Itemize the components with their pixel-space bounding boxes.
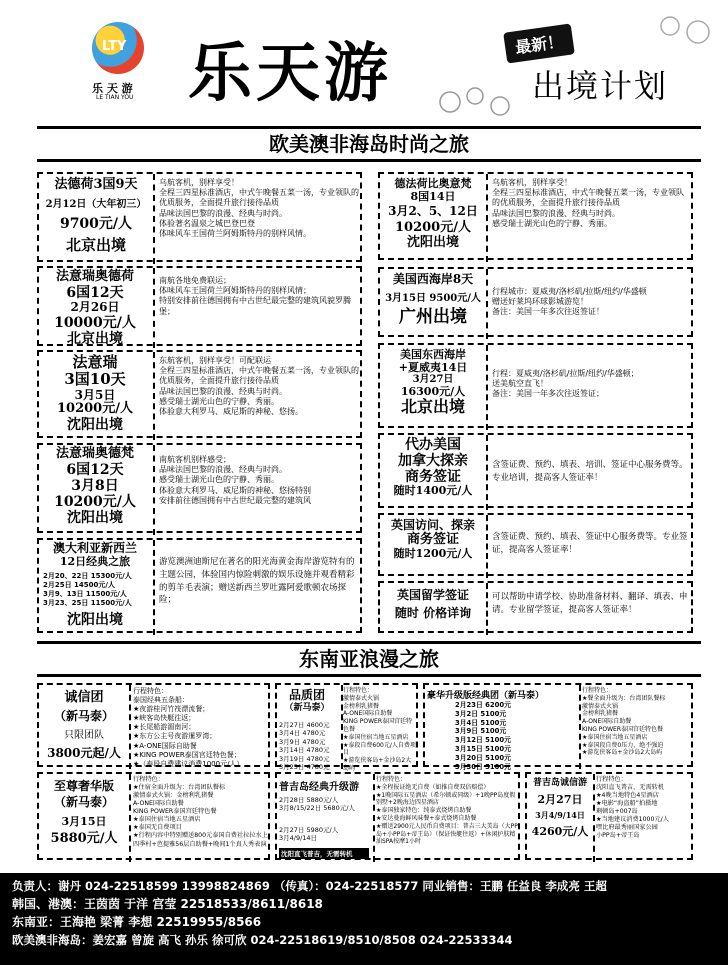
divider (153, 540, 155, 635)
price-row: 3月8/15/22日 5680元/人 (279, 804, 355, 813)
price-row: 3月2日 5100元 (455, 709, 507, 718)
tour-date: 3月15日 (61, 814, 107, 828)
tour-date: 2月27日 (537, 793, 583, 807)
divider (486, 269, 488, 339)
tour-price: 10200元/人 (395, 220, 471, 236)
price-row: 3月4日 4780元 (279, 729, 326, 738)
tour-card[interactable] (37, 350, 362, 438)
subtitle: 出境计划 (532, 67, 669, 105)
tour-date: 3月4/9/14日 (535, 809, 585, 820)
flight-note: 沈阳直飞普吉，无需转机 (279, 848, 369, 859)
price-row: 2月20、22日 15300元/人 (43, 572, 132, 580)
tour-name: 法意瑞奥德荷 (55, 269, 134, 284)
divider (579, 685, 581, 769)
tour-name: 美国西海岸8天 (392, 272, 474, 286)
tour-name: 德法荷比奥意梵 (394, 177, 472, 190)
tour-duration: 3国10天 (64, 370, 126, 389)
price-table (279, 826, 371, 843)
visa-name: 英国留学签证 (396, 588, 469, 602)
tour-price: 16300元/人 (400, 384, 466, 398)
departure-city: 北京出境 (67, 330, 123, 347)
tour-details: 游览澳洲迪斯尼在著名的阳光海黄金海岸游览特有的主题公园，体验国内惊险刺激的娱乐设施并观看精彩的剪羊毛表演；赠送新西兰罗吐露阿爱歌顿农场探险； (159, 557, 355, 606)
visa-name: 加拿大探亲 (398, 453, 468, 470)
divider (153, 268, 155, 348)
tour-date-price: 3月15日 9500元/人 (385, 292, 481, 304)
divider (593, 774, 595, 862)
logo-pinyin: LE TIAN YOU (96, 94, 134, 101)
tour-price: 10200元/人 (54, 494, 136, 511)
tour-date: 3月8日 (71, 478, 119, 495)
price-row: 3月4/9/14日 (279, 834, 318, 843)
tour-card[interactable] (525, 772, 693, 860)
contact-line: 韩国、港澳：王茵茵 于洋 宫莹 22518533/8611/8618 (12, 897, 323, 911)
tour-name: 至尊奢华版 (53, 779, 114, 793)
tour-card[interactable] (378, 172, 693, 260)
tour-card[interactable] (37, 683, 270, 767)
tour-duration: 6国12天 (66, 461, 124, 478)
section-title-text: 欧美澳非海岛时尚之旅 (269, 132, 469, 156)
tour-price: 10000元/人 (54, 314, 136, 331)
logo-icon (92, 22, 144, 74)
divider (153, 174, 155, 264)
tour-details: 行程特色： 激情泰式火锅 金榜利乳猪餐 A-ONE国际自助餐 KING POWER泰国宫廷特色餐 ★泰国住宿当地五星酒店 ★泰段自费600元/人自费项目 ★游览侠客岛+金沙岛2大岛屿 (343, 687, 416, 772)
tour-date: 2月26日 (70, 300, 120, 315)
price-row: 3月9日 4780元 (279, 737, 326, 746)
tour-price: 9700元/人 (59, 216, 133, 233)
visa-details: 含签证费、预约、填表、培训、签证中心服务费等。专业培训，提高客人签证率！ (492, 460, 688, 483)
departure-city: 沈阳出境 (67, 612, 123, 628)
tour-details: 行程特色： 沈阳直飞普吉，无需转机 ★4晚当地特色4星酒店 ★电影“海盗船”拍摄地 剩顿岛+007岛 ★当地建议消费1000元/人 嘿比府最秀丽国家公园 小PP岛+帝王岛 (596, 776, 669, 840)
divider (486, 515, 488, 578)
tour-card[interactable] (275, 772, 520, 860)
price-row: 3月30日 5100元 (455, 762, 511, 771)
visa-card[interactable] (378, 433, 693, 508)
tour-region: （新马泰） (284, 702, 330, 713)
price-row: 2月27日 5980元/人 (279, 826, 339, 834)
price-row: 2月27日 4600元 (279, 721, 330, 729)
tour-card[interactable] (378, 267, 693, 337)
tour-date: 3月2、5、12日 (388, 204, 478, 219)
price-table (279, 721, 341, 772)
tour-card[interactable] (275, 683, 418, 772)
tour-details: 南航各地免费联运； 体味风车王国荷兰阿姆斯特丹的别样风情； 特别安排前往德国拥有中古世纪最完整的建筑风貌罗腾堡； (159, 276, 351, 316)
flower-decoration (430, 82, 540, 122)
visa-details: 可以帮助申请学校、协助准备材料、翻译、填表、申请。专业留学签证，提高客人签证率！ (492, 592, 688, 615)
visa-name: 代办美国 (405, 437, 461, 453)
tour-duration: +夏威夷14日 (398, 360, 468, 374)
tour-card[interactable] (423, 683, 693, 771)
divider (129, 685, 131, 769)
tour-date: 3月5日 (74, 387, 116, 402)
tour-details: 行程特色： ★餐全面升级为：台湾团队餐标 激情泰式火锅 金榜利乳猪餐 A-ONE国际自助餐 KING POWER泰国宫廷特色餐 ★泰国住宿当地五星酒店 ★泰国段自费0压力，绝不强迫 ★游览侠客岛+金沙岛2大岛屿 (582, 687, 666, 757)
price-row: 2月25日 14500元/人 (43, 581, 115, 590)
visa-name: 英国访问、探亲 (390, 518, 475, 532)
visa-card[interactable] (378, 581, 693, 633)
divider (153, 445, 155, 535)
tour-details: 行程城市：夏威夷/洛杉矶/拉斯/纽约/华盛顿 赠送好莱坞环球影城游览！ 备注：美国一年多次往返签证！ (492, 287, 647, 317)
visa-type: 商务签证 (405, 469, 461, 486)
price-row: 3月14日 4780元 (279, 746, 330, 755)
contact-footer (0, 873, 728, 965)
tour-details: 行程特色： ★全程报证绝无自费（如推自费双倍赔偿） ★1晚国际五星酒店（希尔顿或同级）+1晚PP岛度假别墅+2晚海边四星酒店 ★泰国独家特色：纯泰式烧烤自助餐 ★安达曼海鲜风味餐+泰式烧烤自助餐 ★赠送2900元人民币自费项目：普吉三大美岛（大PP岛+小PP岛+帝王岛）（保证快艇往返）+休闲护肤精油SPA按摩1小时 (376, 776, 518, 846)
logo-text: 乐 天 游 (92, 82, 133, 95)
contact-line: 东南亚：王海艳 梁菁 李想 22519955/8566 (12, 915, 262, 929)
tour-card[interactable] (37, 443, 362, 533)
departure-city: 北京出境 (65, 235, 126, 254)
tour-name: 品质团 (288, 688, 325, 702)
new-badge: 最新！ (503, 23, 575, 63)
tour-duration: 6国12天 (66, 284, 124, 301)
price-row: 3月9、13日 11500元/人 (43, 590, 127, 599)
visa-price: 随时1200元/人 (393, 546, 473, 560)
divider (486, 583, 488, 635)
price-row: 3月25日 4780元 (279, 763, 330, 772)
tour-duration: 8国14日 (410, 189, 456, 203)
tour-card[interactable] (378, 343, 693, 428)
tour-details: 行程特色： 泰国经典五条船： ★夜游桂河竹筏漂流餐； ★峡客岛快艇往返； ★长尾船游湄南河； ★东方公主号夜游暹罗湾； ★A-ONE国际自助餐 ★KING POWER泰国宫廷特色餐； ★（泰段自费建议消费1000元/人） (133, 687, 244, 768)
tour-card[interactable] (37, 538, 362, 633)
tour-details: 乌航客机，别样享受！ 全程三四星标准酒店，中式午晚餐五菜一汤，专业领队的优质服务，全面提升旅行接待品质 品味法国巴黎的浪漫、经典与时尚。 感受瑞士湖光山色的宁静、秀丽。 (492, 178, 684, 228)
divider (486, 435, 488, 510)
tour-name: 诚信团 (64, 690, 104, 705)
price-row: 2月23日 6200元 (455, 701, 511, 709)
visa-type: 商务签证 (406, 531, 459, 547)
departure-city: 沈阳出境 (67, 417, 123, 434)
visa-price: 随时 价格详询 (394, 605, 472, 620)
price-row: 3月19日 4780元 (279, 754, 330, 763)
section-title-sea (37, 641, 701, 677)
tour-name: 法德荷3国9天 (54, 177, 138, 192)
contact-line: 欧美澳非海岛：姜宏嘉 曾旋 高飞 孙乐 徐可欣 024-22518619/8510/8508 024-22533344 (12, 933, 513, 947)
price-row: 3月4日 5100元 (455, 718, 507, 727)
tour-details: 东航客机，别样享受！可配联运 全程三四星标准酒店，中式午晚餐五菜一汤，专业领队的优质服务，全面提升旅行接待品质 品味法国巴黎的浪漫、经典与时尚。 感受瑞士湖光山色的宁静、秀丽。 体验意大利罗马、威尼斯的神秘、悠扬。 (159, 356, 359, 417)
visa-card[interactable] (378, 513, 693, 576)
divider (486, 174, 488, 262)
tour-region: （新马泰） (53, 794, 114, 809)
departure-city: 广州出境 (399, 307, 467, 328)
departure-city: 沈阳出境 (406, 235, 459, 251)
divider (373, 774, 375, 862)
header (0, 0, 728, 125)
tour-name: 澳大利亚新西兰 (52, 541, 137, 555)
price-row: 3月9日 5100元 (455, 727, 507, 736)
tour-price: 5880元/人 (50, 831, 118, 847)
tour-details: 行程：夏威夷/洛杉矶/拉斯/纽约/华盛顿； 送美航空直飞！ 备注：美国一年多次往返签证； (492, 369, 639, 399)
tour-price: 10200元/人 (57, 401, 133, 417)
tour-price: 3800元起/人 (47, 746, 121, 761)
tour-date: 2月12日（大年初三） (45, 198, 147, 210)
contact-line: 负责人：谢丹 024-22518599 13998824869 （传真）：024-22518577 同业销售：王鹏 任益良 李成亮 王超 (12, 879, 607, 893)
tour-name: 法意瑞 (72, 353, 118, 371)
tour-card[interactable] (37, 772, 270, 860)
tour-duration: 12日经典之旅 (59, 554, 131, 568)
tour-date: 3月27日 (412, 374, 454, 386)
price-row: 3月15日 5100元 (455, 745, 511, 754)
price-row: 3月20日 5100元 (455, 753, 511, 762)
tour-price: 4260元/人 (531, 825, 589, 839)
divider (153, 352, 155, 440)
tour-name: 普吉岛经典升级游 (279, 782, 359, 793)
tour-name: 豪华升级版经典团（新马泰） (427, 691, 545, 701)
price-table (455, 701, 575, 772)
divider (486, 345, 488, 430)
section-title-europe (37, 126, 701, 162)
departure-city: 沈阳出境 (67, 510, 123, 527)
visa-details: 含签证费、预约、填表、签证中心服务费等。专业签证，提高客人签证率！ (492, 532, 688, 555)
tour-details: 乌航客机，别样享受！ 全程三四星标准酒店，中式午晚餐五菜一汤，专业领队的优质服务，全面提升旅行接待品质 品味法国巴黎的浪漫、经典与时尚。 体验著名温泉之城巴登巴登 体味风车王国荷兰阿姆斯特丹的别样风情。 (159, 178, 359, 239)
price-row: 3月23、25日 11500元/人 (43, 599, 132, 608)
tour-details: 南航客机别样感受； 品味法国巴黎的浪漫、经典与时尚。 感受瑞士湖光山色的宁静、秀丽。 体验意大利罗马、威尼斯的神秘、悠扬特别 安排前往德国拥有中古世纪最完整的建筑风 (159, 455, 311, 505)
price-table (279, 796, 371, 813)
logo-mark: LTY (102, 39, 127, 54)
divider (129, 774, 131, 862)
tour-details: 行程特色： ★住宿全面升级为：台湾团队餐标 激情泰式火锅：金榜利乳猪餐 A-ONE国际自助餐 KING POWER泰国宫廷特色餐 ★泰国住宿当地五星酒店 ★泰国无自费项目 ★行程内容中特别赠送800元泰国自费社拉拉水上四季村+芭提雅56层自助餐+晚间1个真人秀表演 (133, 776, 268, 848)
visa-price: 随时1400元/人 (393, 484, 473, 498)
tour-name: 美国东西海岸 (400, 348, 466, 361)
departure-city: 北京出境 (400, 397, 465, 417)
tour-note: 只限团队 (64, 729, 104, 741)
price-row: 2月28日 5880元/人 (279, 796, 339, 804)
price-row: 3月12日 5100元 (455, 736, 511, 745)
tour-name: 普吉岛诚信游 (532, 778, 587, 788)
tour-name: 法意瑞奥德梵 (55, 446, 134, 461)
section-title-text: 东南亚浪漫之旅 (299, 647, 439, 671)
main-title: 乐天游 (188, 36, 392, 111)
flower-decoration-right (650, 10, 720, 50)
tour-region: （新马泰） (53, 708, 114, 723)
tour-card[interactable] (37, 172, 362, 262)
tour-card[interactable] (37, 266, 362, 346)
price-table (43, 572, 151, 608)
